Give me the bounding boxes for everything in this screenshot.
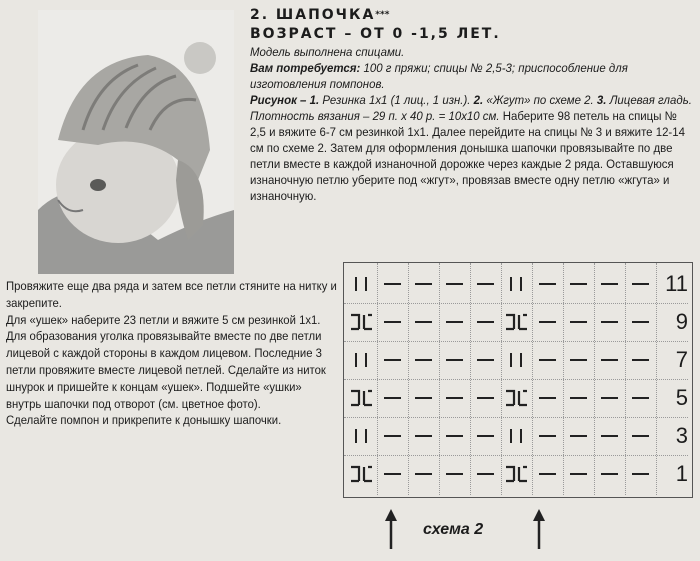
- chart-cell-dash: [594, 379, 625, 417]
- paragraph-finish-crown: Провяжите еще два ряда и затем все петли стяните на нитку и закрепите.: [6, 279, 337, 310]
- left-column-text: [6, 278, 337, 429]
- grid-row-line: [344, 341, 688, 342]
- chart-cell-cross: [501, 455, 532, 493]
- chart-cell-dash: [532, 303, 563, 341]
- grid-col-line: [501, 263, 502, 495]
- chart-cell-dash: [563, 303, 594, 341]
- instructions-body: Наберите 98 петель на спицы № 2,5 и вяжите 6-7 см резинкой 1х1. Далее перейдите на спицы № 3 и вяжите 12-14 см по схеме 2. Затем для оформления донышка шапочки провязывайте по две петли вместе в каждой изнаночной дорожке через каждые 2 ряда. Оставшуюся изнаночную петлю уберите под «жгут», провязав вместе одну петлю «жгута» и изнаночную.: [250, 109, 685, 203]
- figure-3-number: 3.: [596, 93, 607, 107]
- chart-cell-dash: [408, 455, 439, 493]
- figure-2-number: 2.: [473, 93, 484, 107]
- row-number: 1: [675, 461, 688, 486]
- chart-cell-cross: [346, 379, 377, 417]
- arrow-up-icon: [383, 509, 399, 549]
- chart-cell-dash: [532, 455, 563, 493]
- chart-cell-dash: [594, 455, 625, 493]
- needs-text: 100 г пряжи; спицы № 2,5-3; приспособление для изготовления помпонов.: [250, 61, 628, 91]
- pattern-header: [250, 6, 695, 204]
- chart-cell-dash: [594, 265, 625, 303]
- chart-cell-dash: [563, 341, 594, 379]
- chart-cell-dash: [439, 303, 470, 341]
- paragraph-pompom: Сделайте помпон и прикрепите к донышку шапочки.: [6, 413, 282, 428]
- grid-col-line: [563, 263, 564, 495]
- chart-cell-bar: [501, 417, 532, 455]
- figure-label: Рисунок –: [250, 93, 307, 107]
- chart-cell-dash: [439, 417, 470, 455]
- grid-col-line: [625, 263, 626, 495]
- grid-col-line: [377, 263, 378, 495]
- chart-cell-dash: [439, 265, 470, 303]
- arrow-up-icon: [531, 509, 547, 549]
- row-number: 7: [675, 347, 688, 372]
- grid-col-line: [470, 263, 471, 495]
- chart-cell-dash: [470, 379, 501, 417]
- figure-1-number: 1.: [309, 93, 320, 107]
- figure-3-text: Лицевая гладь. Плотность вязания – 29 п. х 40 р. = 10х10 см.: [250, 93, 692, 123]
- knitting-chart: [343, 262, 693, 498]
- chart-cell-dash: [439, 455, 470, 493]
- chart-cell-dash: [563, 379, 594, 417]
- grid-row-line: [344, 417, 688, 418]
- chart-cell-dash: [470, 303, 501, 341]
- figure-2-text: «Жгут» по схеме 2.: [483, 93, 594, 107]
- chart-cell-dash: [408, 379, 439, 417]
- chart-cell-dash: [439, 341, 470, 379]
- needs-label: Вам потребуется:: [250, 61, 361, 75]
- chart-cell-dash: [532, 417, 563, 455]
- chart-cell-dash: [377, 379, 408, 417]
- pattern-title: [250, 6, 695, 25]
- chart-cell-dash: [563, 417, 594, 455]
- chart-cell-dash: [563, 455, 594, 493]
- chart-cell-dash: [408, 341, 439, 379]
- grid-row-line: [344, 303, 688, 304]
- chart-cell-bar: [346, 265, 377, 303]
- grid-row-line: [344, 455, 688, 456]
- chart-cell-dash: [563, 265, 594, 303]
- chart-cell-dash: [377, 303, 408, 341]
- chart-cell-dash: [532, 379, 563, 417]
- row-number: 9: [675, 309, 688, 334]
- model-line: Модель выполнена спицами.: [250, 45, 405, 59]
- chart-cell-dash: [377, 265, 408, 303]
- chart-cell-dash: [408, 265, 439, 303]
- chart-caption: схема 2: [423, 521, 484, 538]
- chart-cell-dash: [439, 379, 470, 417]
- chart-cell-dash: [594, 341, 625, 379]
- chart-cell-bar: [501, 341, 532, 379]
- chart-cell-dash: [408, 303, 439, 341]
- chart-cell-dash: [594, 303, 625, 341]
- figure-1-text: Резинка 1х1 (1 лиц., 1 изн.).: [319, 93, 471, 107]
- baby-hat-photo: [38, 10, 234, 274]
- grid-col-line: [532, 263, 533, 495]
- chart-cell-bar: [346, 417, 377, 455]
- chart-cell-dash: [377, 417, 408, 455]
- grid-col-line: [439, 263, 440, 495]
- chart-cell-dash: [470, 265, 501, 303]
- chart-cell-dash: [470, 455, 501, 493]
- chart-cell-dash: [377, 341, 408, 379]
- chart-cell-dash: [377, 455, 408, 493]
- chart-cell-cross: [501, 379, 532, 417]
- chart-cell-dash: [532, 265, 563, 303]
- row-number: 5: [675, 385, 688, 410]
- chart-cell-dash: [470, 417, 501, 455]
- grid-col-line: [594, 263, 595, 495]
- chart-cell-dash: [594, 417, 625, 455]
- difficulty-stars: ***: [375, 10, 390, 20]
- grid-row-line: [344, 379, 688, 380]
- row-number: 11: [665, 271, 688, 296]
- chart-cell-cross: [346, 303, 377, 341]
- chart-cell-bar: [346, 341, 377, 379]
- age-line: ВОЗРАСТ – ОТ 0 -1,5 ЛЕТ.: [250, 26, 501, 42]
- row-number: 3: [675, 423, 688, 448]
- chart-cell-dash: [470, 341, 501, 379]
- chart-cell-bar: [501, 265, 532, 303]
- chart-cell-cross: [346, 455, 377, 493]
- baby-photo-illustration: [38, 10, 234, 274]
- title-text: 2. ШАПОЧКА: [250, 7, 376, 23]
- grid-col-line: [408, 263, 409, 495]
- chart-cell-dash: [408, 417, 439, 455]
- intro-text: [250, 44, 695, 204]
- chart-cell-cross: [501, 303, 532, 341]
- chart-cell-dash: [532, 341, 563, 379]
- paragraph-ear-flaps: Для «ушек» наберите 23 петли и вяжите 5 см резинкой 1х1. Для образования уголка провязывайте вместе по две петли лицевой с каждой стороны в каждом лицевом. Последние 3 петли провяжите вместе лицевой петлей. Сделайте из ниток шнурок и пришейте к концам «ушек». Подшейте «ушки» внутрь шапочки под отворот (см. цветное фото).: [6, 312, 326, 411]
